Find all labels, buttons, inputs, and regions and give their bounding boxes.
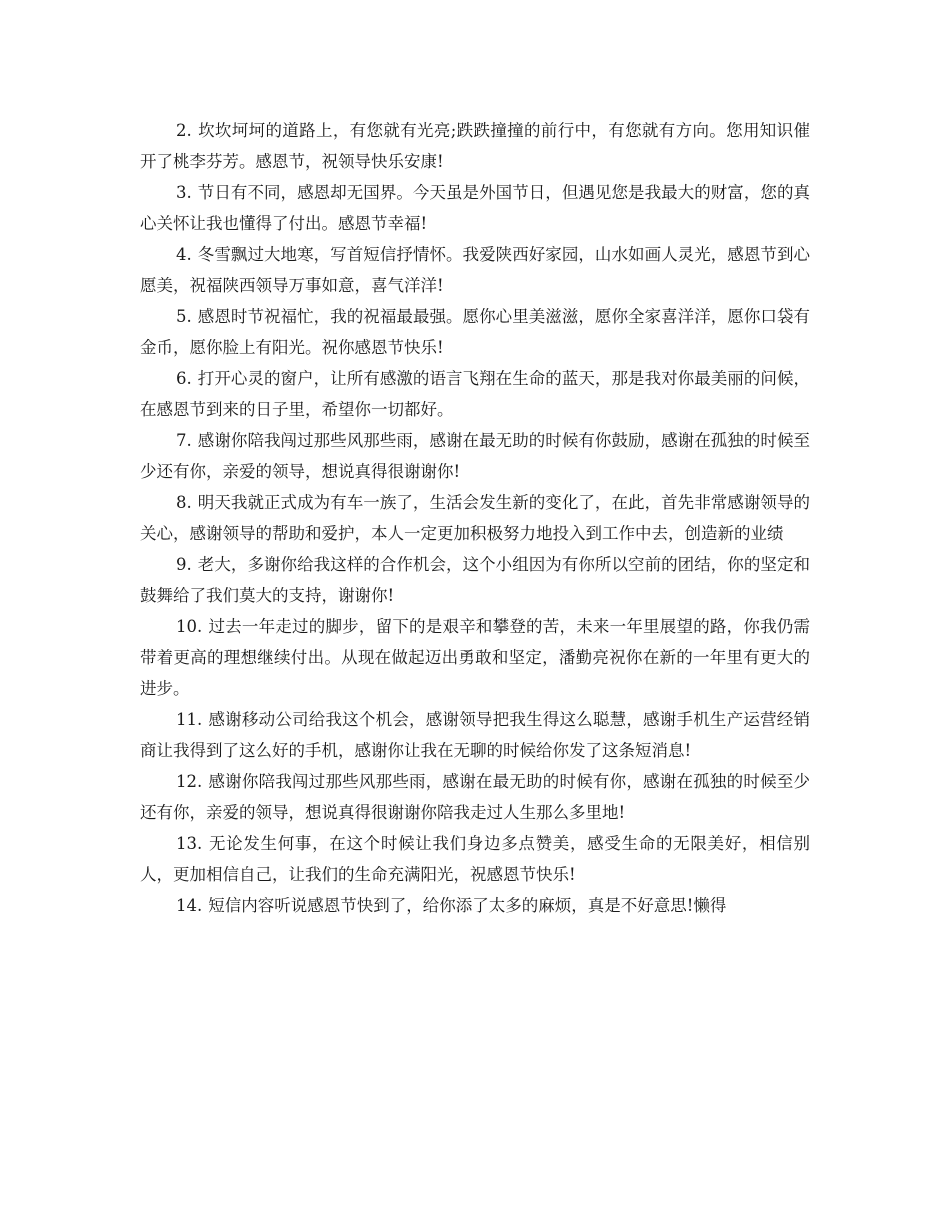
paragraph-number: 3. [176,183,192,202]
paragraph-8 [140,487,810,549]
paragraph-number: 14. [176,896,203,915]
paragraph-text: 短信内容听说感恩节快到了，给你添了太多的麻烦，真是不好意思!懒得 [208,896,727,915]
paragraph-text: 打开心灵的窗户，让所有感激的语言飞翔在生命的蓝天，那是我对你最美丽的问候，在感恩节到来的日子里，希望你一切都好。 [140,369,810,419]
paragraph-number: 11. [176,710,203,729]
paragraph-14 [140,890,810,921]
paragraph-number: 5. [176,307,192,326]
paragraph-text: 明天我就正式成为有车一族了，生活会发生新的变化了，在此，首先非常感谢领导的关心，感谢领导的帮助和爱护，本人一定更加积极努力地投入到工作中去，创造新的业绩 [140,493,810,543]
paragraph-text: 坎坎坷坷的道路上，有您就有光亮;跌跌撞撞的前行中，有您就有方向。您用知识催开了桃李芬芳。感恩节，祝领导快乐安康! [140,121,810,171]
paragraph-number: 12. [176,772,203,791]
paragraph-4 [140,239,810,301]
paragraph-number: 10. [176,617,203,636]
paragraph-number: 13. [176,834,203,853]
paragraph-text: 感谢你陪我闯过那些风那些雨，感谢在最无助的时候有你，感谢在孤独的时候至少还有你，亲爱的领导，想说真得很谢谢你陪我走过人生那么多里地! [140,772,810,822]
paragraph-number: 6. [176,369,192,388]
paragraph-7 [140,425,810,487]
paragraph-text: 感谢你陪我闯过那些风那些雨，感谢在最无助的时候有你鼓励，感谢在孤独的时候至少还有你，亲爱的领导，想说真得很谢谢你! [140,431,810,481]
paragraph-text: 老大，多谢你给我这样的合作机会，这个小组因为有你所以空前的团结，你的坚定和鼓舞给了我们莫大的支持，谢谢你! [140,555,810,605]
paragraph-number: 9. [176,555,192,574]
paragraph-9 [140,549,810,611]
paragraph-text: 过去一年走过的脚步，留下的是艰辛和攀登的苦，未来一年里展望的路，你我仍需带着更高的理想继续付出。从现在做起迈出勇敢和坚定，潘勤亮祝你在新的一年里有更大的进步。 [140,617,810,698]
paragraph-text: 感恩时节祝福忙，我的祝福最最强。愿你心里美滋滋，愿你全家喜洋洋，愿你口袋有金币，愿你脸上有阳光。祝你感恩节快乐! [140,307,810,357]
paragraph-11 [140,704,810,766]
paragraph-12 [140,766,810,828]
paragraph-2 [140,115,810,177]
paragraph-number: 4. [176,245,192,264]
paragraph-6 [140,363,810,425]
paragraph-5 [140,301,810,363]
paragraph-number: 8. [176,493,192,512]
paragraph-text: 无论发生何事，在这个时候让我们身边多点赞美，感受生命的无限美好，相信别人，更加相信自己，让我们的生命充满阳光，祝感恩节快乐! [140,834,810,884]
paragraph-text: 节日有不同，感恩却无国界。今天虽是外国节日，但遇见您是我最大的财富，您的真心关怀让我也懂得了付出。感恩节幸福! [140,183,810,233]
paragraph-3 [140,177,810,239]
paragraph-number: 7. [176,431,192,450]
paragraph-text: 感谢移动公司给我这个机会，感谢领导把我生得这么聪慧，感谢手机生产运营经销商让我得到了这么好的手机，感谢你让我在无聊的时候给你发了这条短消息! [140,710,810,760]
paragraph-number: 2. [176,121,192,140]
paragraph-10 [140,611,810,704]
paragraph-text: 冬雪飘过大地寒，写首短信抒情怀。我爱陕西好家园，山水如画人灵光，感恩节到心愿美，祝福陕西领导万事如意，喜气洋洋! [140,245,810,295]
paragraph-13 [140,828,810,890]
document-body [140,115,810,921]
